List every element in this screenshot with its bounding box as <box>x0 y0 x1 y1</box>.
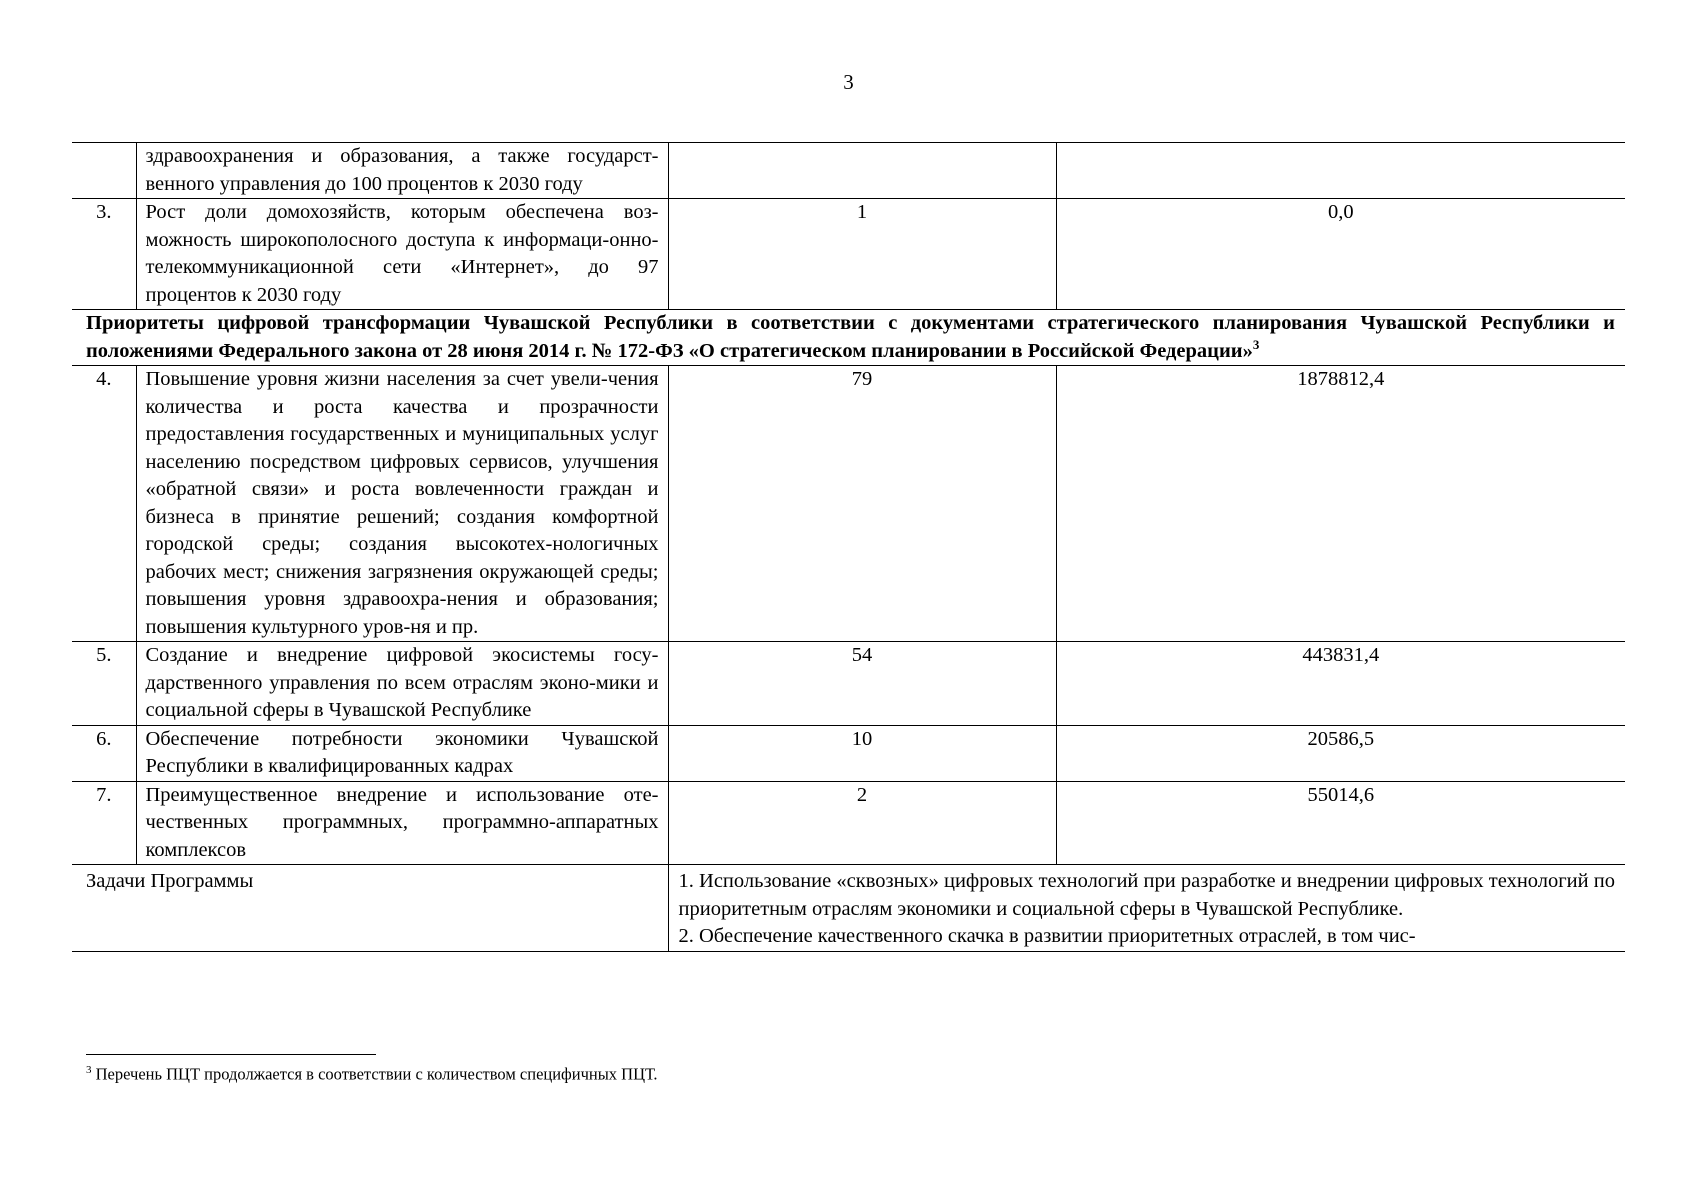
row-amount: 443831,4 <box>1056 642 1625 726</box>
row-amount <box>1056 143 1625 199</box>
row-count: 54 <box>668 642 1056 726</box>
row-count <box>668 143 1056 199</box>
row-description: Преимущественное внедрение и использование оте-чественных программных, программно-аппаратных комплексов <box>136 781 668 865</box>
section-heading-text: Приоритеты цифровой трансформации Чувашской Республики в соответствии с документами стратегического планирования Чувашской Республики и положениями Федерального закона от 28 июня 2014 г. № 172-ФЗ «О стратегическом планировании в Российской Федерации» <box>86 312 1615 362</box>
row-number: 6. <box>72 725 136 781</box>
row-count: 1 <box>668 199 1056 310</box>
row-count: 2 <box>668 781 1056 865</box>
table-row <box>72 642 1625 726</box>
page-number: 3 <box>843 70 854 94</box>
row-number: 4. <box>72 366 136 642</box>
tasks-list <box>668 865 1625 952</box>
table-row <box>72 725 1625 781</box>
tasks-row <box>72 865 1625 952</box>
table-row <box>72 366 1625 642</box>
row-description: Обеспечение потребности экономики Чувашской Республики в квалифицированных кадрах <box>136 725 668 781</box>
section-heading-row <box>72 310 1625 366</box>
row-amount: 55014,6 <box>1056 781 1625 865</box>
footnote-reference: 3 <box>1252 336 1260 352</box>
row-number: 5. <box>72 642 136 726</box>
table-row <box>72 199 1625 310</box>
task-item: 2. Обеспечение качественного скачка в развитии приоритетных отраслей, в том чис- <box>678 925 1416 947</box>
row-number: 3. <box>72 199 136 310</box>
row-count: 10 <box>668 725 1056 781</box>
row-number: 7. <box>72 781 136 865</box>
row-count: 79 <box>668 366 1056 642</box>
footnote <box>86 1064 658 1085</box>
row-description: Повышение уровня жизни населения за счет увели-чения количества и роста качества и прозрачности предоставления государственных и муниципальных услуг населению посредством цифровых сервисов, улучшения «обратной связи» и роста вовлеченности граждан и бизнеса в принятие решений; создания комфортной городской среды; создания высокотех-нологичных рабочих мест; снижения загрязнения окружающей среды; повышения уровня здравоохра-нения и образования; повышения культурного уров-ня и пр. <box>136 366 668 642</box>
row-description: здравоохранения и образования, а также государст-венного управления до 100 процентов к 2030 году <box>136 143 668 199</box>
table-row <box>72 781 1625 865</box>
tasks-label: Задачи Программы <box>72 865 668 952</box>
row-description: Рост доли домохозяйств, которым обеспечена воз-можность широкополосного доступа к информаци-онно-телекоммуникационной сети «Интернет», до 97 процентов к 2030 году <box>136 199 668 310</box>
row-description: Создание и внедрение цифровой экосистемы госу-дарственного управления по всем отраслям эконо-мики и социальной сферы в Чувашской Республике <box>136 642 668 726</box>
row-amount: 0,0 <box>1056 199 1625 310</box>
footnote-number: 3 <box>86 1064 92 1076</box>
footnote-text: Перечень ПЦТ продолжается в соответствии с количеством специфичных ПЦТ. <box>95 1064 658 1084</box>
row-amount: 1878812,4 <box>1056 366 1625 642</box>
row-amount: 20586,5 <box>1056 725 1625 781</box>
task-item: 1. Использование «сквозных» цифровых технологий при разработке и внедрении цифровых технологий по приоритетным отраслям экономики и социальной сферы в Чувашской Республике. <box>678 870 1615 920</box>
footnote-separator <box>86 1054 376 1055</box>
section-heading <box>72 310 1625 366</box>
table-row <box>72 143 1625 199</box>
program-table <box>72 142 1625 952</box>
row-number <box>72 143 136 199</box>
